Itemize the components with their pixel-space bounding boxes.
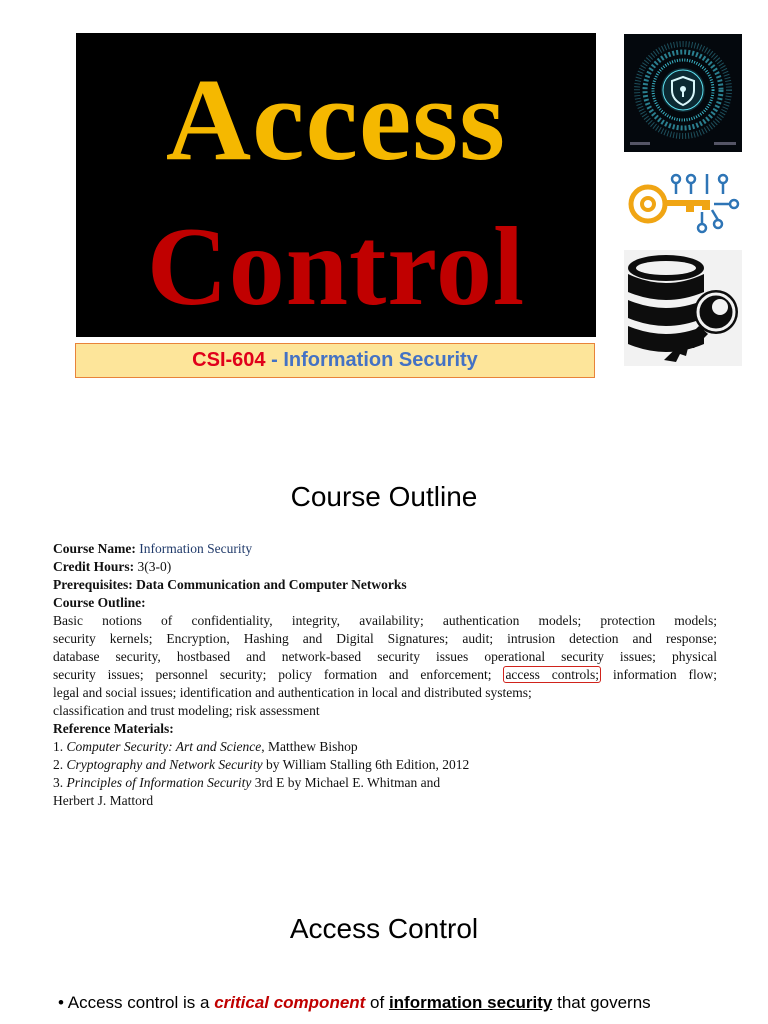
prerequisites-value: Data Communication and Computer Networks bbox=[136, 577, 407, 592]
outline-line: database security, hostbased and network-based security issues operational security issues; physical bbox=[53, 649, 717, 664]
information-security-emphasis: information security bbox=[388, 993, 553, 1012]
reference-item bbox=[53, 774, 717, 792]
course-name-label: Course Name: bbox=[53, 541, 136, 556]
bullet-icon: • bbox=[58, 993, 64, 1012]
reference-number: 3. bbox=[53, 775, 67, 790]
bullet-text: Access control is a bbox=[63, 993, 215, 1012]
reference-number: 2. bbox=[53, 757, 67, 772]
course-separator: - bbox=[265, 349, 284, 371]
outline-line: Basic notions of confidentiality, integrity, availability; authentication models; protection models; bbox=[53, 613, 717, 628]
reference-item-continued: Herbert J. Mattord bbox=[53, 793, 154, 808]
outline-line-part: security issues; personnel security; policy formation and enforcement; bbox=[53, 667, 492, 682]
course-outline-label: Course Outline: bbox=[53, 595, 146, 610]
database-key-icon bbox=[624, 250, 742, 366]
outline-line: security kernels; Encryption, Hashing and Digital Signatures; audit; intrusion detection and response; bbox=[53, 631, 717, 646]
course-banner bbox=[75, 343, 595, 378]
reference-author: , Matthew Bishop bbox=[261, 739, 358, 754]
course-outline-heading: Course Outline bbox=[290, 481, 478, 512]
credit-hours-value: 3(3-0) bbox=[137, 559, 172, 574]
reference-materials-label: Reference Materials: bbox=[53, 721, 174, 736]
course-name-value: Information Security bbox=[139, 541, 253, 556]
course-code: CSI-604 bbox=[192, 349, 266, 371]
title-word-access: Access bbox=[165, 54, 507, 185]
outline-line-part: information flow; bbox=[612, 667, 718, 682]
outline-line: legal and social issues; identification and authentication in local and distributed systems; bbox=[53, 685, 532, 700]
cyber-shield-lock-icon bbox=[624, 34, 742, 152]
critical-component-emphasis: critical component bbox=[214, 993, 366, 1012]
reference-title: Cryptography and Network Security bbox=[66, 757, 263, 772]
course-outline-text bbox=[53, 540, 717, 810]
prerequisites-row bbox=[53, 576, 717, 594]
outline-line bbox=[53, 666, 717, 684]
reference-author: by William Stalling 6th Edition, 2012 bbox=[262, 757, 470, 772]
title-banner bbox=[76, 33, 596, 337]
reference-item bbox=[53, 738, 717, 756]
reference-number: 1. bbox=[53, 739, 67, 754]
reference-title: Principles of Information Security bbox=[66, 775, 252, 790]
outline-line: classification and trust modeling; risk assessment bbox=[53, 703, 320, 718]
bullet-text: of bbox=[365, 993, 389, 1012]
circuit-key-icon bbox=[624, 162, 742, 242]
reference-author: 3rd E by Michael E. Whitman and bbox=[251, 775, 441, 790]
prerequisites-label: Prerequisites: bbox=[53, 577, 133, 592]
bullet-point bbox=[58, 991, 758, 1015]
course-name: Information Security bbox=[283, 349, 478, 371]
credit-hours-row bbox=[53, 558, 717, 576]
title-word-control: Control bbox=[146, 205, 526, 329]
reference-item bbox=[53, 756, 717, 774]
reference-title: Computer Security: Art and Science bbox=[66, 739, 262, 754]
access-control-heading: Access Control bbox=[289, 913, 479, 944]
course-name-row bbox=[53, 540, 717, 558]
access-controls-highlight: access controls; bbox=[505, 667, 600, 682]
credit-hours-label: Credit Hours: bbox=[53, 559, 135, 574]
bullet-text: that governs bbox=[552, 993, 651, 1012]
